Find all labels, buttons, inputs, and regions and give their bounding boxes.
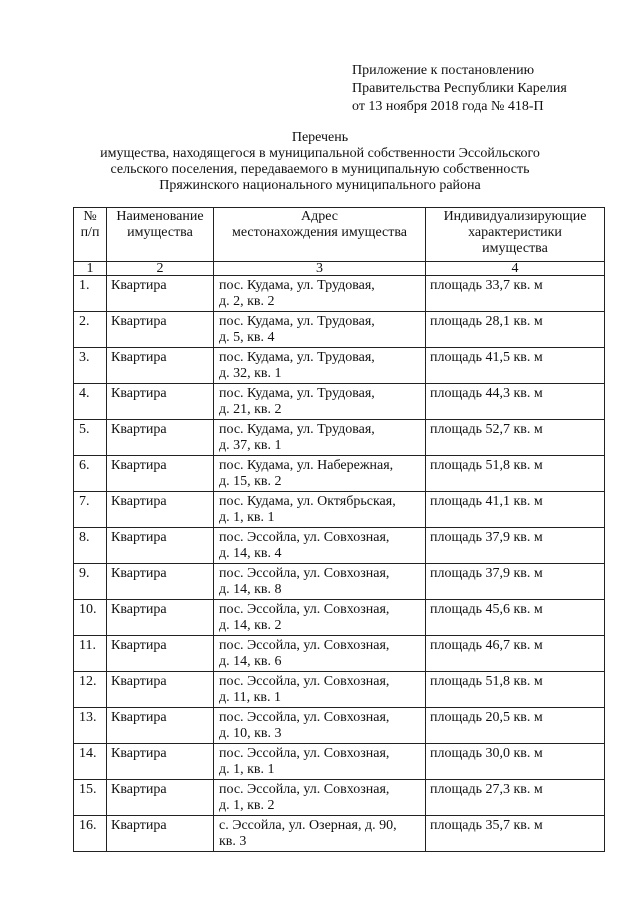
address-line: пос. Эссойла, ул. Совхозная,	[219, 674, 390, 689]
address-line: с. Эссойла, ул. Озерная, д. 90,	[219, 818, 397, 833]
row-name: Квартира	[107, 708, 214, 744]
address-line: д. 1, кв. 1	[219, 510, 275, 525]
row-number: 16.	[74, 816, 107, 852]
header-text: п/п	[80, 225, 100, 240]
address-line: пос. Кудама, ул. Трудовая,	[219, 278, 375, 293]
table-row	[74, 744, 605, 780]
header-number	[74, 208, 107, 262]
row-name: Квартира	[107, 492, 214, 528]
header-text: №	[83, 209, 97, 224]
header-text: характеристики	[468, 225, 562, 240]
row-name: Квартира	[107, 348, 214, 384]
row-characteristics: площадь 45,6 кв. м	[426, 600, 605, 636]
column-numbers-row	[74, 262, 605, 276]
row-address	[214, 348, 426, 384]
row-characteristics: площадь 37,9 кв. м	[426, 528, 605, 564]
row-address	[214, 492, 426, 528]
address-line: д. 1, кв. 1	[219, 762, 275, 777]
row-address	[214, 744, 426, 780]
header-text: имущества	[127, 225, 193, 240]
table-row	[74, 600, 605, 636]
row-characteristics: площадь 30,0 кв. м	[426, 744, 605, 780]
header-address	[214, 208, 426, 262]
address-line: пос. Эссойла, ул. Совхозная,	[219, 782, 390, 797]
row-name: Квартира	[107, 744, 214, 780]
address-line: д. 1, кв. 2	[219, 798, 275, 813]
row-characteristics: площадь 28,1 кв. м	[426, 312, 605, 348]
title-line: Перечень	[291, 130, 349, 145]
row-name: Квартира	[107, 780, 214, 816]
address-line: пос. Кудама, ул. Октябрьская,	[219, 494, 396, 509]
address-line: пос. Эссойла, ул. Совхозная,	[219, 710, 390, 725]
address-line: пос. Эссойла, ул. Совхозная,	[219, 638, 390, 653]
row-number: 2.	[74, 312, 107, 348]
appendix-line: от 13 ноября 2018 года № 418-П	[352, 99, 544, 114]
row-characteristics: площадь 27,3 кв. м	[426, 780, 605, 816]
header-characteristics	[426, 208, 605, 262]
table-row	[74, 780, 605, 816]
table-row	[74, 492, 605, 528]
table-row	[74, 816, 605, 852]
row-characteristics: площадь 41,5 кв. м	[426, 348, 605, 384]
table-row	[74, 348, 605, 384]
address-line: пос. Эссойла, ул. Совхозная,	[219, 566, 390, 581]
title-line: сельского поселения, передаваемого в муниципальную собственность	[110, 162, 530, 177]
row-number: 5.	[74, 420, 107, 456]
row-characteristics: площадь 46,7 кв. м	[426, 636, 605, 672]
row-number: 10.	[74, 600, 107, 636]
row-address	[214, 600, 426, 636]
row-number: 4.	[74, 384, 107, 420]
row-number: 11.	[74, 636, 107, 672]
header-text: Наименование	[116, 209, 204, 224]
row-number: 6.	[74, 456, 107, 492]
table-header-row	[74, 208, 605, 262]
table-body	[74, 276, 605, 852]
address-line: пос. Кудама, ул. Трудовая,	[219, 422, 375, 437]
row-address	[214, 312, 426, 348]
row-characteristics: площадь 51,8 кв. м	[426, 456, 605, 492]
address-line: пос. Кудама, ул. Трудовая,	[219, 350, 375, 365]
title-line: имущества, находящегося в муниципальной собственности Эссойльского	[100, 146, 540, 161]
header-text: Индивидуализирующие	[443, 209, 587, 224]
row-number: 8.	[74, 528, 107, 564]
address-line: д. 14, кв. 4	[219, 546, 282, 561]
row-address	[214, 420, 426, 456]
address-line: д. 37, кв. 1	[219, 438, 282, 453]
row-number: 13.	[74, 708, 107, 744]
property-table	[73, 207, 605, 852]
row-characteristics: площадь 41,1 кв. м	[426, 492, 605, 528]
row-address	[214, 816, 426, 852]
row-address	[214, 564, 426, 600]
table-row	[74, 420, 605, 456]
row-number: 9.	[74, 564, 107, 600]
table-row	[74, 276, 605, 312]
row-characteristics: площадь 51,8 кв. м	[426, 672, 605, 708]
appendix-header	[352, 62, 567, 116]
address-line: д. 14, кв. 2	[219, 618, 282, 633]
row-number: 3.	[74, 348, 107, 384]
row-address	[214, 456, 426, 492]
row-name: Квартира	[107, 276, 214, 312]
table-row	[74, 456, 605, 492]
row-name: Квартира	[107, 672, 214, 708]
row-name: Квартира	[107, 420, 214, 456]
address-line: пос. Эссойла, ул. Совхозная,	[219, 602, 390, 617]
row-name: Квартира	[107, 312, 214, 348]
row-address	[214, 636, 426, 672]
table-row	[74, 312, 605, 348]
table-row	[74, 528, 605, 564]
row-address	[214, 384, 426, 420]
row-characteristics: площадь 20,5 кв. м	[426, 708, 605, 744]
row-name: Квартира	[107, 636, 214, 672]
row-number: 7.	[74, 492, 107, 528]
table-row	[74, 672, 605, 708]
address-line: пос. Кудама, ул. Набережная,	[219, 458, 394, 473]
address-line: пос. Кудама, ул. Трудовая,	[219, 314, 375, 329]
address-line: д. 21, кв. 2	[219, 402, 282, 417]
row-address	[214, 672, 426, 708]
row-name: Квартира	[107, 564, 214, 600]
row-address	[214, 276, 426, 312]
address-line: пос. Эссойла, ул. Совхозная,	[219, 530, 390, 545]
address-line: кв. 3	[219, 834, 247, 849]
row-characteristics: площадь 52,7 кв. м	[426, 420, 605, 456]
row-name: Квартира	[107, 456, 214, 492]
address-line: д. 14, кв. 6	[219, 654, 282, 669]
row-number: 12.	[74, 672, 107, 708]
address-line: д. 2, кв. 2	[219, 294, 275, 309]
row-characteristics: площадь 37,9 кв. м	[426, 564, 605, 600]
address-line: д. 15, кв. 2	[219, 474, 282, 489]
header-text: местонахождения имущества	[232, 225, 407, 240]
address-line: д. 10, кв. 3	[219, 726, 282, 741]
table-row	[74, 636, 605, 672]
address-line: д. 5, кв. 4	[219, 330, 275, 345]
row-address	[214, 708, 426, 744]
appendix-line: Приложение к постановлению	[352, 63, 535, 78]
column-number: 1	[74, 262, 107, 276]
column-number: 3	[214, 262, 426, 276]
header-text: имущества	[482, 241, 548, 256]
appendix-line: Правительства Республики Карелия	[352, 81, 567, 96]
table-row	[74, 708, 605, 744]
header-text: Адрес	[300, 209, 338, 224]
row-name: Квартира	[107, 528, 214, 564]
row-name: Квартира	[107, 600, 214, 636]
row-number: 14.	[74, 744, 107, 780]
row-address	[214, 780, 426, 816]
address-line: пос. Кудама, ул. Трудовая,	[219, 386, 375, 401]
row-number: 1.	[74, 276, 107, 312]
row-characteristics: площадь 33,7 кв. м	[426, 276, 605, 312]
row-address	[214, 528, 426, 564]
address-line: д. 14, кв. 8	[219, 582, 282, 597]
row-characteristics: площадь 44,3 кв. м	[426, 384, 605, 420]
address-line: пос. Эссойла, ул. Совхозная,	[219, 746, 390, 761]
row-number: 15.	[74, 780, 107, 816]
address-line: д. 32, кв. 1	[219, 366, 282, 381]
row-name: Квартира	[107, 816, 214, 852]
row-name: Квартира	[107, 384, 214, 420]
column-number: 2	[107, 262, 214, 276]
column-number: 4	[426, 262, 605, 276]
document-title	[0, 130, 640, 194]
table-row	[74, 564, 605, 600]
header-name	[107, 208, 214, 262]
title-line: Пряжинского национального муниципального района	[159, 178, 481, 193]
address-line: д. 11, кв. 1	[219, 690, 282, 705]
table-row	[74, 384, 605, 420]
row-characteristics: площадь 35,7 кв. м	[426, 816, 605, 852]
